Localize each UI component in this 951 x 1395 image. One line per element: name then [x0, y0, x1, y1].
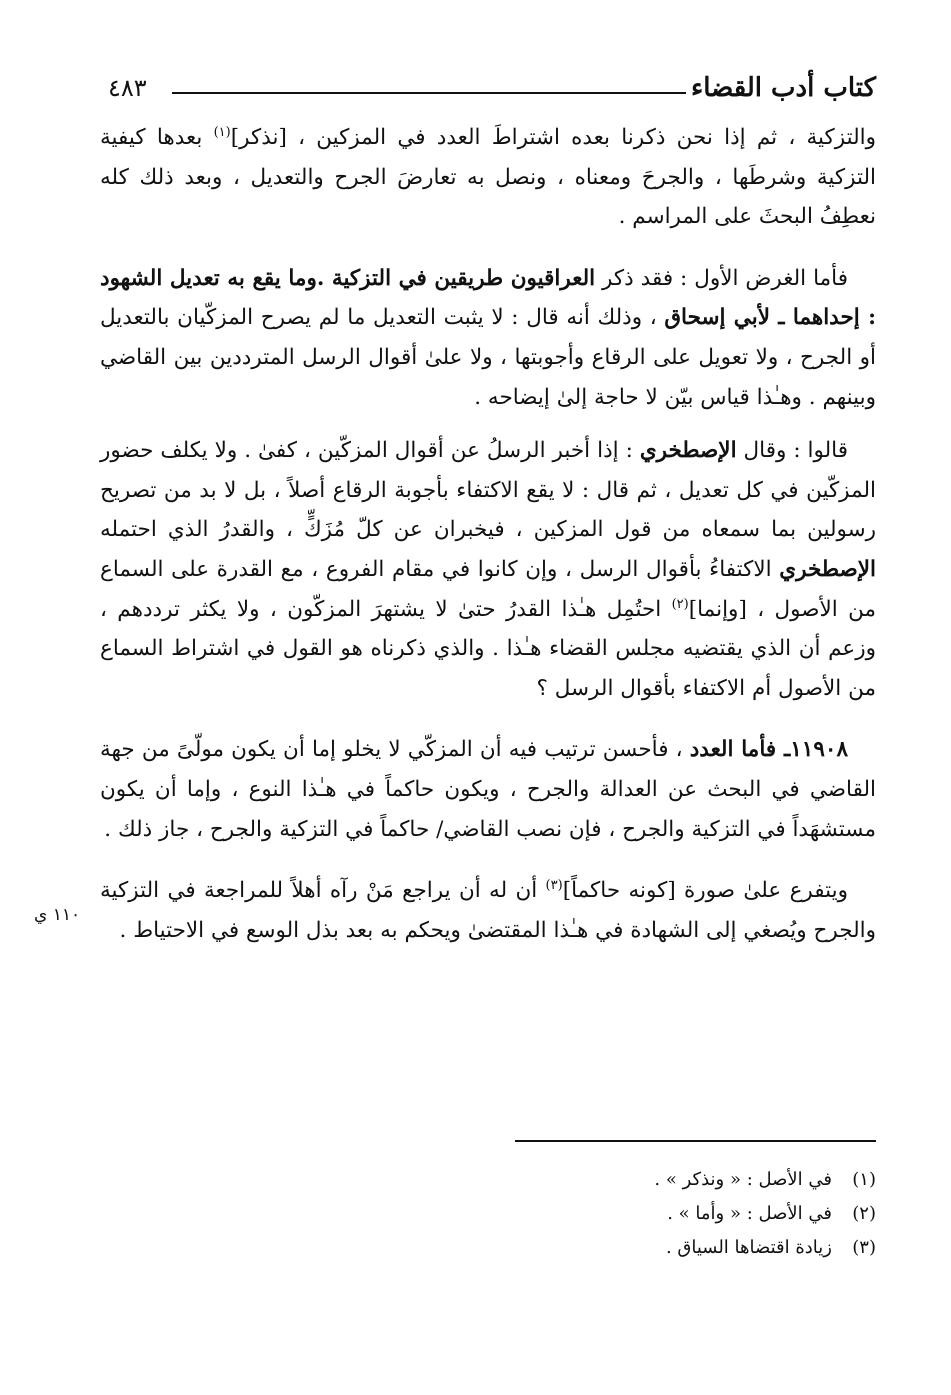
text-run: بعدها كيفية التزكية وشرطَها ، والجرحَ ومعناه ، ونصل به تعارضَ الجرح والتعديل ، وبعد ذلك كله نعطِفُ البحثَ على المراسم .: [100, 125, 876, 230]
bold-text-run: الإصطخري: [639, 438, 737, 464]
footnote-reference: (١): [213, 124, 231, 140]
footnote-reference: (٢): [671, 596, 689, 612]
footnote-number: (١): [852, 1169, 876, 1190]
footnote-item: [500, 1163, 876, 1197]
text-run: ، فأحسن ترتيب فيه أن المزكّي لا يخلو إما أن يكون مولّىً من جهة القاضي في البحث عن العدالة والجرح ، ويكون حاكماً في هـٰذا النوع ، وإما أن يكون مستشهَداً في التزكية والجرح ، فإن نصب القاضي/ حاكماً في التزكية والجرح ، جاز ذلك .: [100, 737, 876, 842]
paragraph-4: [100, 730, 876, 849]
text-run: ، وذلك أنه قال : لا يثبت التعديل ما لم يصرح المزكّيان بالتعديل أو الجرح ، ولا تعويل على الرقاع وأجوبتها ، ولا علىٰ أقوال الرسل المترددين بين القاضي وبينهم . وهـٰذا قياس بيّن لا حاجة إلىٰ إيضاحه .: [100, 305, 876, 410]
text-run: والتزكية ، ثم إذا نحن ذكرنا بعده اشتراطَ العدد في المزكين ، [نذكر]: [230, 125, 876, 150]
text-run: : إذا أخبر الرسلُ عن أقوال المزكّين ، كفىٰ . ولا يكلف حضور المزكّين في كل تعديل ، ثم قال : لا يقع الاكتفاء بأجوبة الرقاع أصلاً ، بل لا بد من تصريح رسولين بما سمعاه من قول المزكين ، فيخبران عن كلّ مُزَكٍّ ، والقدرُ الذي احتمله: [100, 438, 876, 543]
footnote-reference: (٣): [545, 877, 563, 893]
paragraph-2: [100, 259, 876, 417]
footnote-number: (٣): [852, 1237, 876, 1258]
text-run: الاكتفاءُ بأقوال الرسل ، وإن كانوا في مقام الفروع ، مع القدرة على السماع من الأصول ، [وإنما]: [100, 556, 876, 622]
paragraph-1: [100, 118, 876, 237]
text-run: أن له أن يراجع مَنْ رآه أهلاً للمراجعة في التزكية والجرح ويُصغي إلى الشهادة في هـٰذا المقتضىٰ ويحكم به بعد بذل الوسع في الاحتياط .: [100, 878, 876, 943]
footnote-rule: [515, 1140, 876, 1142]
footnote-text: في الأصل : « وأما » .: [667, 1203, 832, 1224]
bold-text-run: إحداهما ـ لأبي إسحاق: [664, 305, 860, 331]
footnote-text: زيادة اقتضاها السياق .: [665, 1237, 832, 1258]
main-text: [100, 118, 876, 950]
footnote-item: [500, 1197, 876, 1231]
footnote-number: (٢): [852, 1203, 876, 1224]
text-run: قالوا : وقال: [736, 438, 848, 464]
book-title: كتاب أدب القضاء: [691, 73, 876, 103]
paragraph-5: [100, 871, 876, 950]
bold-text-run: ١١٩٠٨ـ فأما العدد: [689, 737, 848, 763]
text-run: ويتفرع علىٰ صورة [كونه حاكماً]: [562, 878, 848, 904]
running-header: [108, 70, 876, 106]
page-number: ٤٨٣: [108, 74, 147, 102]
text-run: احتُمِل هـٰذا القدرُ حتىٰ لا يشتهرَ المزكّون ، ولا يكثر ترددهم ، وزعم أن الذي يقتضيه مجلس القضاء هـٰذا . والذي ذكرناه هو القول في اشتراط السماع من الأصول أم الاكتفاء بأقوال الرسل ؟: [100, 596, 876, 701]
bold-text-run: العراقيون طريقين في التزكية: [331, 265, 596, 291]
footnote-item: [500, 1231, 876, 1265]
margin-note: ١١٠ ي: [34, 905, 81, 925]
bold-text-run: .وما يقع به تعديل الشهود :: [100, 265, 877, 331]
footnote-text: في الأصل : « ونذكر » .: [654, 1169, 832, 1190]
header-rule: [172, 92, 686, 94]
bold-text-run: الإصطخري: [779, 556, 876, 582]
text-run: فأما الغرض الأول : فقد ذكر: [595, 265, 848, 291]
paragraph-3: [100, 431, 876, 708]
footnotes: [500, 1163, 876, 1265]
